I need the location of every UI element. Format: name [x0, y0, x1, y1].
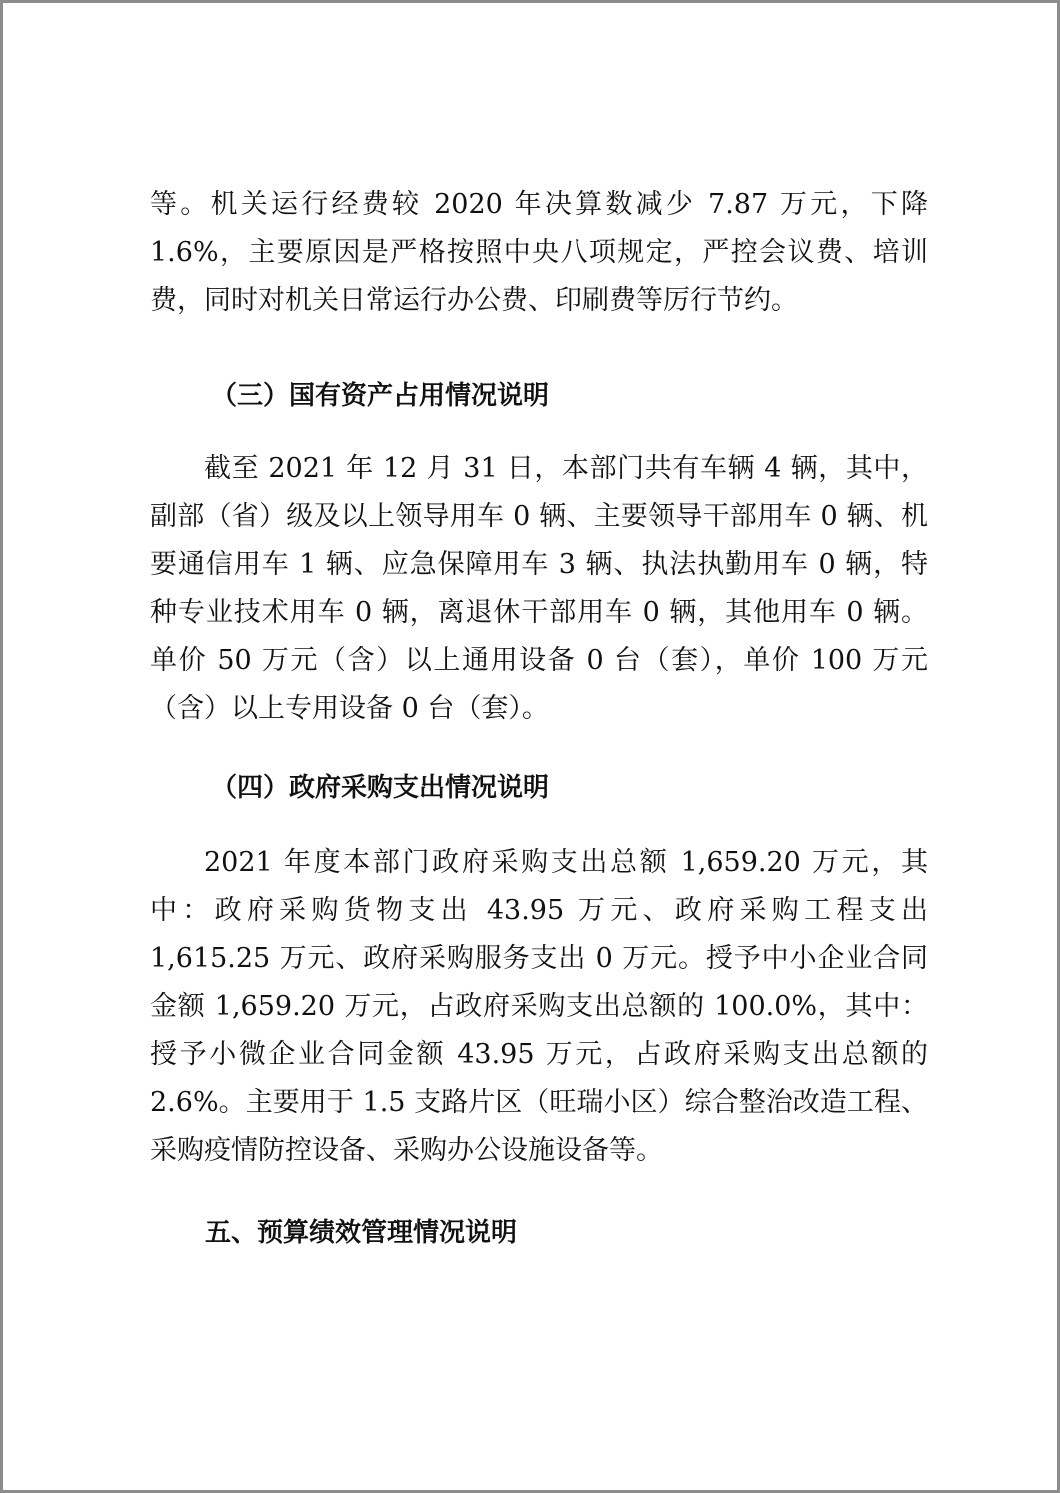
paragraph-state-assets: 截至 2021 年 12 月 31 日，本部门共有车辆 4 辆，其中，副部（省）级及以上领导用车 0 辆、主要领导干部用车 0 辆、机要通信用车 1 辆、应急保障用车 3 辆、执法执勤用车 0 辆，特种专业技术用车 0 辆，离退休干部用车 0 辆，其他用车 0 辆。单价 50 万元（含）以上通用设备 0 台（套），单价 100 万元（含）以上专用设备 0 台（套）。 [150, 453, 928, 724]
heading-government-procurement: （四）政府采购支出情况说明 [211, 773, 550, 803]
heading-budget-performance: 五、预算绩效管理情况说明 [205, 1218, 518, 1248]
paragraph-government-procurement: 2021 年度本部门政府采购支出总额 1,659.20 万元，其中：政府采购货物支出 43.95 万元、政府采购工程支出 1,615.25 万元、政府采购服务支出 0 万元。授予中小企业合同金额 1,659.20 万元，占政府采购支出总额的 100.0%，其中：授予小微企业合同金额 43.95 万元，占政府采购支出总额的 2.6%。主要用于 1.5 支路片区（旺瑞小区）综合整治改造工程、采购疫情防控设备、采购办公设施设备等。 [150, 847, 928, 1166]
heading-state-assets: （三）国有资产占用情况说明 [211, 381, 550, 411]
paragraph-administrative-expenses: 等。机关运行经费较 2020 年决算数减少 7.87 万元，下降 1.6%，主要原因是严格按照中央八项规定，严控会议费、培训费，同时对机关日常运行办公费、印刷费等厉行节约。 [150, 189, 928, 316]
